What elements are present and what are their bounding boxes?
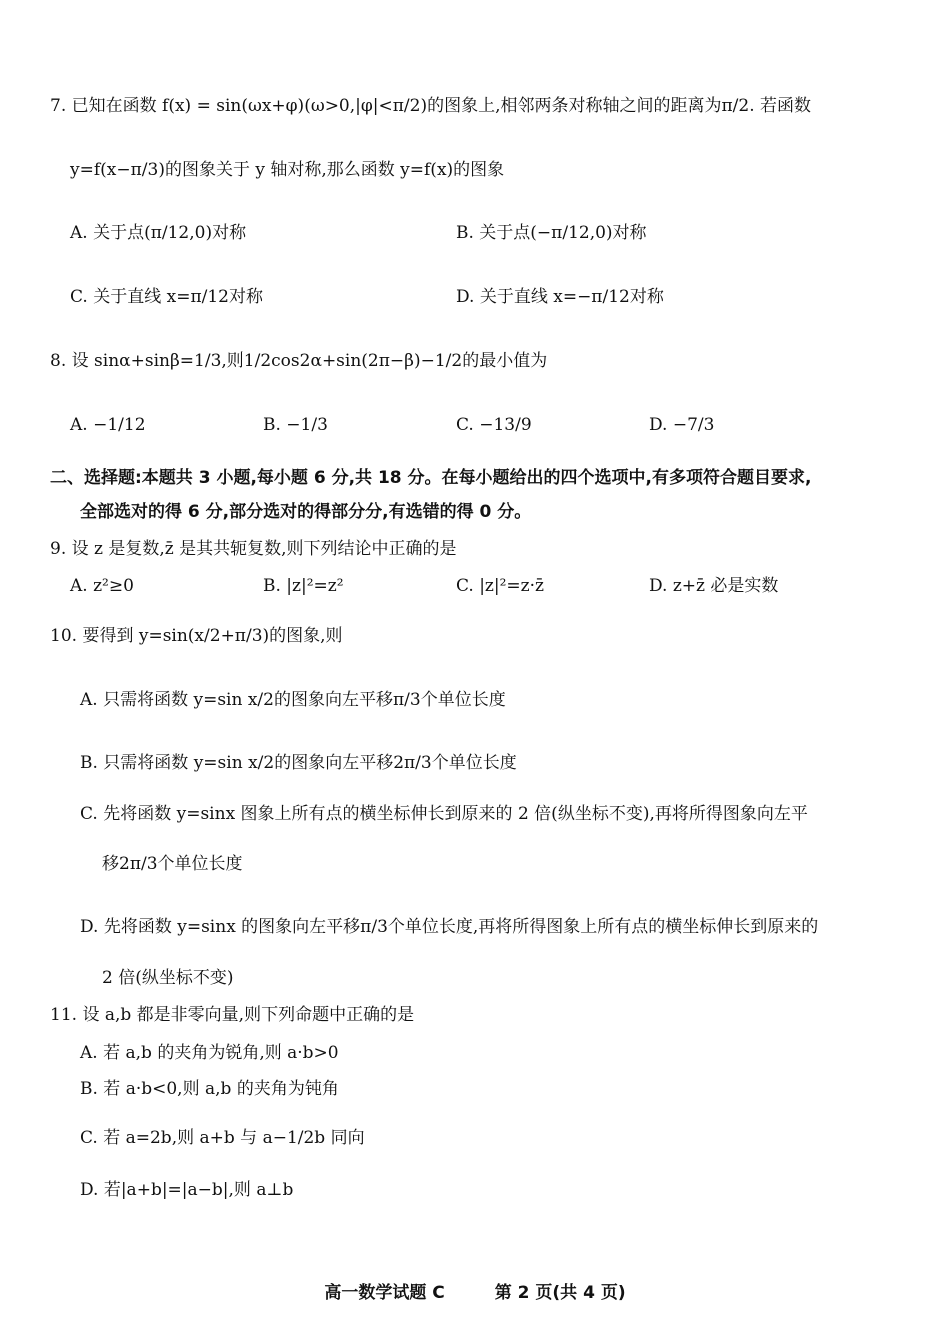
q8-stem: 8. 设 sinα+sinβ=1/3,则1/2cos2α+sin(2π−β)−1/2的最小值为 bbox=[50, 351, 548, 371]
q10-option-c-line2: 移2π/3个单位长度 bbox=[102, 854, 243, 874]
q11-option-d: D. 若|a+b|=|a−b|,则 a⊥b bbox=[80, 1180, 294, 1200]
section2-heading-line1: 二、选择题:本题共 3 小题,每小题 6 分,共 18 分。在每小题给出的四个选项中,有多项符合题目要求, bbox=[50, 468, 812, 488]
q8-option-d: D. −7/3 bbox=[649, 415, 715, 435]
q10-option-d-line1: D. 先将函数 y=sinx 的图象向左平移π/3个单位长度,再将所得图象上所有点的横坐标伸长到原来的 bbox=[80, 917, 819, 937]
q7-option-c: C. 关于直线 x=π/12对称 bbox=[70, 287, 263, 307]
q9-option-b: B. |z|²=z² bbox=[263, 576, 344, 596]
footer-page-number: 第 2 页(共 4 页) bbox=[494, 1283, 626, 1303]
q9-stem: 9. 设 z 是复数,z̄ 是其共轭复数,则下列结论中正确的是 bbox=[50, 539, 457, 559]
q11-option-c: C. 若 a=2b,则 a+b 与 a−1/2b 同向 bbox=[80, 1128, 365, 1148]
q8-option-c: C. −13/9 bbox=[456, 415, 532, 435]
q7-stem-line2: y=f(x−π/3)的图象关于 y 轴对称,那么函数 y=f(x)的图象 bbox=[70, 160, 505, 180]
q10-stem: 10. 要得到 y=sin(x/2+π/3)的图象,则 bbox=[50, 626, 343, 646]
q11-stem: 11. 设 a,b 都是非零向量,则下列命题中正确的是 bbox=[50, 1005, 415, 1025]
footer-title: 高一数学试题 C bbox=[324, 1283, 445, 1303]
q7-option-b: B. 关于点(−π/12,0)对称 bbox=[456, 223, 647, 243]
q11-option-a: A. 若 a,b 的夹角为锐角,则 a·b>0 bbox=[80, 1043, 339, 1063]
q8-option-b: B. −1/3 bbox=[263, 415, 328, 435]
q7-stem-line1: 7. 已知在函数 f(x) = sin(ωx+φ)(ω>0,|φ|<π/2)的图象上,相邻两条对称轴之间的距离为π/2. 若函数 bbox=[50, 96, 812, 116]
q7-option-d: D. 关于直线 x=−π/12对称 bbox=[456, 287, 664, 307]
q7-option-a: A. 关于点(π/12,0)对称 bbox=[70, 223, 247, 243]
q10-option-c-line1: C. 先将函数 y=sinx 图象上所有点的横坐标伸长到原来的 2 倍(纵坐标不变),再将所得图象向左平 bbox=[80, 804, 808, 824]
section2-heading-line2: 全部选对的得 6 分,部分选对的得部分分,有选错的得 0 分。 bbox=[80, 502, 532, 522]
q10-option-a: A. 只需将函数 y=sin x/2的图象向左平移π/3个单位长度 bbox=[80, 690, 506, 710]
q10-option-d-line2: 2 倍(纵坐标不变) bbox=[102, 968, 234, 988]
q9-option-c: C. |z|²=z·z̄ bbox=[456, 576, 544, 596]
q8-option-a: A. −1/12 bbox=[70, 415, 146, 435]
q9-option-a: A. z²≥0 bbox=[70, 576, 134, 596]
q11-option-b: B. 若 a·b<0,则 a,b 的夹角为钝角 bbox=[80, 1079, 339, 1099]
q9-option-d: D. z+z̄ 必是实数 bbox=[649, 576, 779, 596]
page-footer bbox=[0, 1278, 950, 1303]
q10-option-b: B. 只需将函数 y=sin x/2的图象向左平移2π/3个单位长度 bbox=[80, 753, 517, 773]
